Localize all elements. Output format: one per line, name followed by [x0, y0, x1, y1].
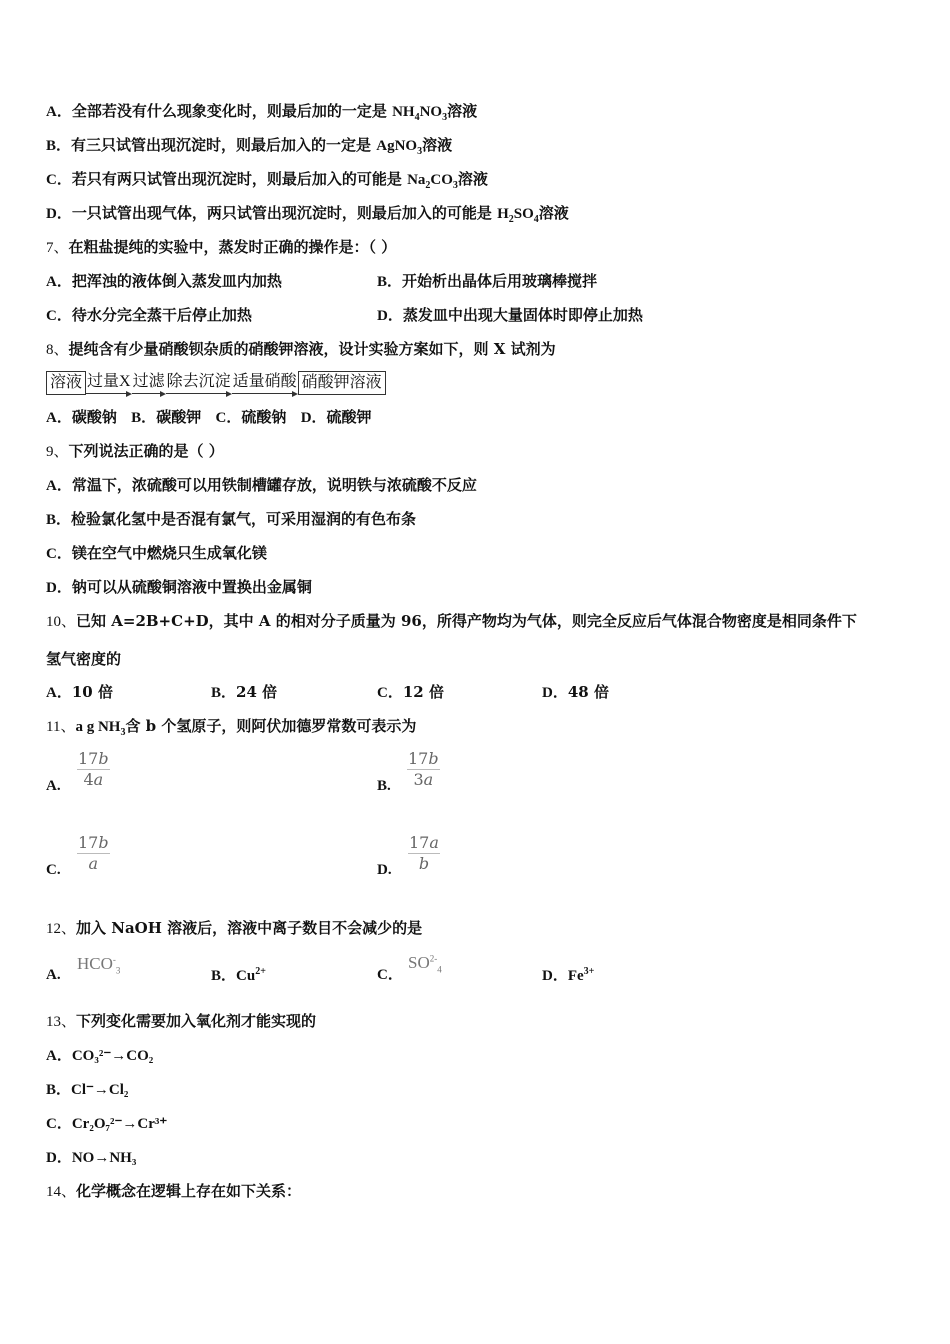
- coef: 17: [78, 749, 99, 768]
- q12-option-d: [542, 965, 594, 986]
- question-number: 7、: [46, 240, 69, 256]
- question-stem-continued: 氢气密度的: [46, 650, 122, 668]
- option-label: C．: [377, 685, 403, 701]
- option-text: 24 倍: [236, 683, 278, 701]
- ion-charge: 3+: [583, 966, 595, 977]
- option-label: D．: [542, 968, 568, 984]
- question-number: 14、: [46, 1184, 77, 1200]
- q11-option-d-fraction: [408, 833, 440, 874]
- option-label: D．: [300, 410, 327, 426]
- ion-charge: 2-: [429, 953, 438, 964]
- option-text: 碳酸钠: [71, 408, 117, 426]
- option-suffix: 溶液: [447, 102, 478, 120]
- option-text: 12 倍: [402, 683, 444, 701]
- q11-option-c-label: C.: [46, 862, 61, 878]
- option-label: D．: [377, 308, 403, 324]
- numerator: [408, 833, 440, 854]
- chem-formula: AgNO$_3$: [376, 138, 423, 157]
- option-text: 把浑浊的液体倒入蒸发皿内加热: [71, 272, 282, 290]
- question-number: 10、: [46, 614, 77, 630]
- question-number: 13、: [46, 1014, 77, 1030]
- chem-formula: $H_2SO_4$: [497, 206, 539, 225]
- reaction-text: CO₃²⁻→CO₂: [71, 1048, 154, 1064]
- option-text: 待水分完全蒸干后停止加热: [71, 306, 252, 324]
- q10-option-a: [46, 682, 113, 703]
- reaction-text: Cl⁻→Cl₂: [71, 1082, 129, 1098]
- q8-flow-diagram: [46, 371, 386, 395]
- ion-subscript: 4: [437, 964, 442, 975]
- q11-stem: [46, 716, 416, 737]
- option-text: 若只有两只试管出现沉淀时，则最后加入的可能是: [71, 170, 408, 188]
- option-text: 全部若没有什么现象变化时，则最后加的一定是: [71, 102, 393, 120]
- option-label: A．: [46, 478, 72, 494]
- q13-option-c: [46, 1113, 167, 1134]
- var: b: [98, 833, 109, 852]
- q10-stem-line2: [46, 649, 121, 669]
- option-suffix: 溶液: [538, 204, 569, 222]
- ion-charge: 2+: [255, 966, 266, 977]
- q11-option-b-label: B.: [377, 778, 391, 794]
- option-text: 有三只试管出现沉淀时，则最后加入的一定是: [71, 136, 377, 154]
- option-label: B．: [211, 685, 237, 701]
- option-text: 开始析出晶体后用玻璃棒搅拌: [402, 272, 598, 290]
- option-text: 碳酸钾: [156, 408, 202, 426]
- q13-option-d: [46, 1147, 136, 1168]
- chem-formula: $Na_2CO_3$: [407, 172, 458, 191]
- stem-subscript: 3: [120, 727, 126, 738]
- q13-stem: [46, 1011, 316, 1032]
- option-label: B．: [46, 1082, 72, 1098]
- q7-stem: [46, 237, 396, 258]
- option-label: C．: [46, 172, 72, 188]
- numerator: [77, 749, 110, 770]
- var: a: [423, 770, 434, 789]
- q7-option-c: [46, 305, 252, 326]
- denominator: [413, 770, 433, 790]
- q6-option-d: [46, 203, 569, 224]
- var: a: [429, 833, 439, 852]
- flow-arrow-step: 过滤: [132, 371, 166, 395]
- q10-stem-line1: [46, 611, 857, 632]
- option-label: C．: [46, 546, 72, 562]
- option-label: D．: [46, 206, 72, 222]
- q11-option-d-label: D.: [377, 862, 392, 878]
- option-text: 48 倍: [567, 683, 609, 701]
- coef: 17: [409, 833, 430, 852]
- q7-option-b: [377, 271, 597, 292]
- option-label: B．: [377, 274, 403, 290]
- option-label: A．: [46, 1048, 72, 1064]
- question-stem: 在粗盐提纯的实验中，蒸发时正确的操作是：（ ）: [68, 238, 397, 256]
- option-label: B．: [46, 138, 72, 154]
- option-label: A．: [46, 104, 72, 120]
- ion-base: SO: [408, 953, 430, 972]
- q7-option-d: [377, 305, 643, 326]
- q12-option-a-ion: [77, 954, 120, 974]
- q6-option-a: [46, 101, 477, 122]
- option-label: B．: [131, 410, 157, 426]
- option-text: 检验氯化氢中是否混有氯气，可采用湿润的有色布条: [71, 510, 417, 528]
- coef: 4: [83, 770, 94, 789]
- question-stem: 含 b 个氢原子，则阿伏加德罗常数可表示为: [125, 717, 417, 735]
- flow-arrow-step: 除去沉淀: [166, 371, 232, 395]
- q12-option-b: [211, 965, 266, 986]
- question-stem: 化学概念在逻辑上存在如下关系：: [76, 1182, 302, 1200]
- ion-charge: -: [112, 954, 116, 965]
- option-suffix: 溶液: [422, 136, 453, 154]
- option-text: 钠可以从硫酸铜溶液中置换出金属铜: [71, 578, 312, 596]
- q9-stem: [46, 441, 224, 462]
- q9-option-a: [46, 475, 477, 496]
- q10-option-d: [542, 682, 609, 703]
- option-label: C．: [215, 410, 242, 426]
- var: a: [88, 854, 99, 873]
- flow-arrow-step: 适量硝酸: [232, 371, 298, 395]
- q10-option-c: [377, 682, 444, 703]
- option-text: 硫酸钠: [241, 408, 287, 426]
- option-label: C．: [46, 308, 72, 324]
- q9-option-b: [46, 509, 416, 530]
- q6-option-b: [46, 135, 452, 156]
- question-number: 9、: [46, 444, 69, 460]
- var: b: [418, 854, 430, 873]
- stem-formula: a g NH: [75, 719, 121, 735]
- ion-base: Fe: [567, 968, 584, 984]
- option-text: 硫酸钾: [326, 408, 372, 426]
- option-text: 镁在空气中燃烧只生成氧化镁: [71, 544, 267, 562]
- q11-option-b-fraction: [407, 749, 440, 790]
- var: b: [98, 749, 109, 768]
- option-suffix: 溶液: [457, 170, 488, 188]
- q7-option-a: [46, 271, 282, 292]
- q11-option-a-label: A.: [46, 778, 61, 794]
- option-label: C．: [46, 1116, 72, 1132]
- ion-base: HCO: [77, 954, 113, 973]
- reaction-text: Cr₂O₇²⁻→Cr³⁺: [71, 1116, 168, 1132]
- denominator: [419, 854, 429, 874]
- q8-options: [46, 407, 372, 428]
- q12-stem: [46, 918, 422, 939]
- q12-option-c-label: C．: [377, 967, 403, 983]
- question-number: 12、: [46, 921, 77, 937]
- option-text: 一只试管出现气体，两只试管出现沉淀时，则最后加入的可能是: [71, 204, 498, 222]
- option-label: A．: [46, 685, 72, 701]
- option-text: 蒸发皿中出现大量固体时即停止加热: [402, 306, 643, 324]
- q12-option-c-ion: [408, 953, 442, 973]
- chem-formula: $NH_4NO_3$: [392, 104, 448, 123]
- q9-option-c: [46, 543, 267, 564]
- option-label: B．: [46, 512, 72, 528]
- q13-option-a: [46, 1045, 153, 1066]
- question-stem: 下列变化需要加入氧化剂才能实现的: [76, 1012, 317, 1030]
- ion-base: Cu: [236, 968, 256, 984]
- denominator: [83, 770, 103, 790]
- reaction-text: NO→NH₃: [71, 1150, 137, 1166]
- q10-option-b: [211, 682, 277, 703]
- q8-stem: [46, 339, 556, 360]
- q11-option-c-fraction: [77, 833, 110, 874]
- coef: 3: [413, 770, 424, 789]
- var: a: [93, 770, 104, 789]
- option-label: D．: [46, 1150, 72, 1166]
- q14-stem: [46, 1181, 301, 1202]
- question-stem: 提纯含有少量硝酸钡杂质的硝酸钾溶液，设计实验方案如下，则 X 试剂为: [68, 340, 556, 358]
- q6-option-c: [46, 169, 488, 190]
- coef: 17: [78, 833, 99, 852]
- option-text: 10 倍: [71, 683, 113, 701]
- var: b: [428, 749, 439, 768]
- flow-start-box: 溶液: [46, 371, 86, 395]
- q11-option-a-fraction: [77, 749, 110, 790]
- question-stem: 加入 NaOH 溶液后，溶液中离子数目不会减少的是: [76, 919, 423, 937]
- q13-option-b: [46, 1079, 128, 1100]
- q9-option-d: [46, 577, 312, 598]
- question-number: 11、: [46, 719, 76, 735]
- option-label: B．: [211, 968, 237, 984]
- option-text: 常温下，浓硫酸可以用铁制槽罐存放，说明铁与浓硫酸不反应: [71, 476, 477, 494]
- option-label: A．: [46, 274, 72, 290]
- numerator: [407, 749, 440, 770]
- option-label: A．: [46, 410, 72, 426]
- coef: 17: [408, 749, 429, 768]
- question-number: 8、: [46, 342, 69, 358]
- question-stem: 下列说法正确的是（ ）: [68, 442, 224, 460]
- option-label: D．: [542, 685, 568, 701]
- flow-arrow-step: 过量X: [86, 371, 132, 395]
- option-label: D．: [46, 580, 72, 596]
- q12-option-a-label: A.: [46, 967, 61, 983]
- numerator: [77, 833, 110, 854]
- question-stem: 已知 A=2B+C+D，其中 A 的相对分子质量为 96，所得产物均为气体，则完全反应后气体混合物密度是相同条件下: [76, 612, 857, 630]
- ion-subscript: 3: [115, 965, 121, 976]
- denominator: [89, 854, 99, 874]
- flow-end-box: 硝酸钾溶液: [298, 371, 386, 395]
